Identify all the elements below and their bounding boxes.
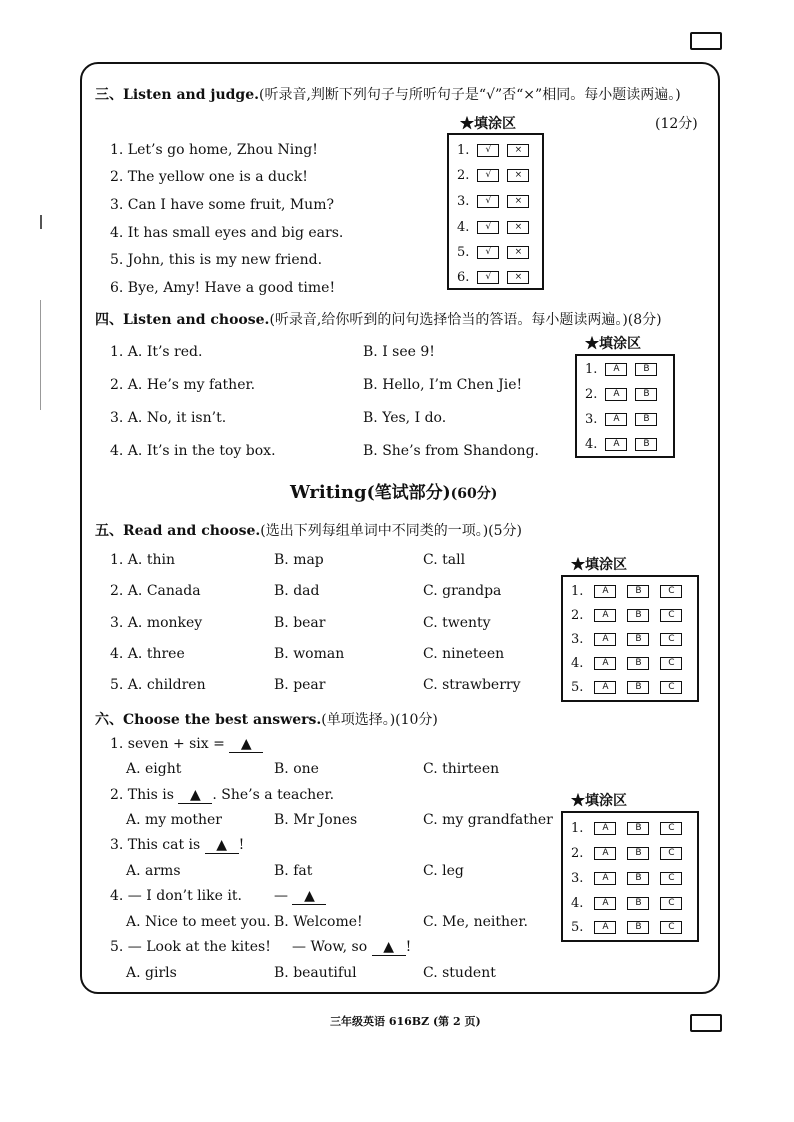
section-6-title: 六、Choose the best answers.(单项选择。)(10分) [95, 712, 438, 728]
option-bubble[interactable]: B [627, 585, 649, 598]
question: 1. Let’s go home, Zhou Ning! [110, 142, 318, 158]
section-3-title: 三、Listen and judge.(听录音,判断下列句子与所听句子是“√”否“×”相同。每小题读两遍。) [95, 87, 681, 103]
question-reply: — ▲ [274, 888, 326, 905]
question: 2. This is ▲ . She’s a teacher. [110, 787, 335, 803]
option-bubble[interactable]: B [627, 921, 649, 934]
answer-row: 3. A B C [571, 871, 682, 886]
option-a: 3. A. monkey [110, 615, 203, 631]
option-b: B. woman [274, 646, 345, 662]
answer-row: 2. A B [585, 387, 657, 402]
option-b: B. I see 9! [363, 344, 435, 360]
answer-row: 2. √ × [457, 168, 529, 183]
option-bubble[interactable]: B [627, 657, 649, 670]
option-bubble[interactable]: × [507, 246, 529, 259]
option-c: C. nineteen [423, 646, 505, 662]
option-c: C. grandpa [423, 583, 502, 599]
option-bubble[interactable]: × [507, 169, 529, 182]
answer-row: 1. A B C [571, 821, 682, 836]
option-bubble[interactable]: B [635, 363, 657, 376]
option-bubble[interactable]: A [594, 822, 616, 835]
option-bubble[interactable]: A [605, 413, 627, 426]
question: 5. John, this is my new friend. [110, 252, 323, 268]
option-bubble[interactable]: √ [477, 144, 499, 157]
answer-row: 5. A B C [571, 680, 682, 695]
option-bubble[interactable]: C [660, 897, 682, 910]
option-a: A. Nice to meet you. [126, 914, 271, 930]
option-a: A. eight [126, 761, 182, 777]
option-a: A. my mother [126, 812, 222, 828]
option-bubble[interactable]: C [660, 609, 682, 622]
section-5-title: 五、Read and choose.(选出下列每组单词中不同类的一项。)(5分) [95, 523, 522, 539]
option-bubble[interactable]: × [507, 271, 529, 284]
answer-row: 1. A B [585, 362, 657, 377]
answer-row: 3. √ × [457, 194, 529, 209]
option-bubble[interactable]: A [594, 897, 616, 910]
option-bubble[interactable]: A [605, 388, 627, 401]
answer-row: 3. A B [585, 412, 657, 427]
option-bubble[interactable]: √ [477, 195, 499, 208]
option-c: C. Me, neither. [423, 914, 528, 930]
option-bubble[interactable]: C [660, 822, 682, 835]
fill-area-label: ★填涂区 [571, 793, 627, 809]
option-bubble[interactable]: A [605, 438, 627, 451]
option-b: B. one [274, 761, 319, 777]
question: 2. The yellow one is a duck! [110, 169, 308, 185]
option-a: A. girls [126, 965, 177, 981]
question: 1. seven + six = ▲ [110, 736, 263, 753]
question: 3. This cat is ▲ ! [110, 837, 245, 853]
option-bubble[interactable]: √ [477, 221, 499, 234]
option-a: 4. A. three [110, 646, 185, 662]
question: 4. — I don’t like it. [110, 888, 242, 904]
option-a: 2. A. Canada [110, 583, 201, 599]
option-bubble[interactable]: B [627, 897, 649, 910]
option-bubble[interactable]: C [660, 681, 682, 694]
question: 4. It has small eyes and big ears. [110, 225, 344, 241]
option-bubble[interactable]: B [627, 872, 649, 885]
answer-blank: ▲ [229, 736, 263, 753]
option-b: B. pear [274, 677, 326, 693]
option-bubble[interactable]: A [605, 363, 627, 376]
option-bubble[interactable]: A [594, 657, 616, 670]
option-bubble[interactable]: × [507, 144, 529, 157]
option-bubble[interactable]: C [660, 585, 682, 598]
answer-row: 5. A B C [571, 920, 682, 935]
answer-row: 1. A B C [571, 584, 682, 599]
option-c: C. my grandfather [423, 812, 553, 828]
option-bubble[interactable]: C [660, 872, 682, 885]
answer-box-s3 [447, 133, 544, 290]
page-footer: 三年级英语 616BZ (第 2 页) [330, 1015, 481, 1028]
option-bubble[interactable]: B [627, 822, 649, 835]
option-bubble[interactable]: B [627, 681, 649, 694]
option-b: B. Hello, I’m Chen Jie! [363, 377, 523, 393]
option-b: B. fat [274, 863, 313, 879]
fill-area-label: ★填涂区 [571, 557, 627, 573]
question: 3. Can I have some fruit, Mum? [110, 197, 334, 213]
option-bubble[interactable]: A [594, 585, 616, 598]
option-bubble[interactable]: √ [477, 169, 499, 182]
option-a: 1. A. thin [110, 552, 175, 568]
option-bubble[interactable]: C [660, 633, 682, 646]
question-reply: — Wow, so ▲ ! [292, 939, 412, 955]
option-a: A. arms [126, 863, 181, 879]
option-c: C. thirteen [423, 761, 500, 777]
option-bubble[interactable]: × [507, 195, 529, 208]
question: 6. Bye, Amy! Have a good time! [110, 280, 336, 296]
option-bubble[interactable]: A [594, 633, 616, 646]
answer-blank: ▲ [372, 939, 406, 956]
answer-row: 2. A B C [571, 846, 682, 861]
option-bubble[interactable]: A [594, 847, 616, 860]
section-4-title: 四、Listen and choose.(听录音,给你听到的问句选择恰当的答语。每小题读两遍。)(8分) [95, 312, 662, 328]
option-c: C. strawberry [423, 677, 521, 693]
fill-area-label: ★填涂区 [585, 336, 641, 352]
option-bubble[interactable]: A [594, 872, 616, 885]
option-bubble[interactable]: C [660, 921, 682, 934]
option-b: B. Mr Jones [274, 812, 358, 828]
option-bubble[interactable]: B [627, 847, 649, 860]
option-b: B. bear [274, 615, 326, 631]
option-bubble[interactable]: × [507, 221, 529, 234]
writing-heading: Writing(笔试部分)(60分) [290, 482, 498, 503]
section-score: (12分) [655, 116, 698, 132]
option-b: B. beautiful [274, 965, 357, 981]
answer-box-s4 [575, 354, 675, 458]
answer-blank: ▲ [292, 888, 326, 905]
answer-row: 6. √ × [457, 270, 529, 285]
option-bubble[interactable]: √ [477, 271, 499, 284]
option-bubble[interactable]: B [635, 438, 657, 451]
answer-row: 2. A B C [571, 608, 682, 623]
option-b: B. dad [274, 583, 320, 599]
option-b: B. Welcome! [274, 914, 363, 930]
fill-area-label: ★填涂区 [460, 116, 516, 132]
corner-box-top [690, 32, 722, 50]
option-bubble[interactable]: A [594, 681, 616, 694]
option-bubble[interactable]: C [660, 847, 682, 860]
option-b: B. She’s from Shandong. [363, 443, 539, 459]
option-a: 3. A. No, it isn’t. [110, 410, 227, 426]
option-c: C. student [423, 965, 496, 981]
answer-row: 1. √ × [457, 143, 529, 158]
answer-blank: ▲ [178, 787, 212, 804]
margin-mark [40, 300, 41, 410]
answer-row: 3. A B C [571, 632, 682, 647]
option-bubble[interactable]: B [635, 413, 657, 426]
answer-box-s6 [561, 811, 699, 942]
option-bubble[interactable]: B [627, 609, 649, 622]
option-bubble[interactable]: B [635, 388, 657, 401]
option-a: 5. A. children [110, 677, 206, 693]
question: 5. — Look at the kites! [110, 939, 271, 955]
option-a: 4. A. It’s in the toy box. [110, 443, 276, 459]
option-c: C. twenty [423, 615, 491, 631]
option-c: C. tall [423, 552, 466, 568]
answer-row: 4. A B C [571, 656, 682, 671]
margin-mark [40, 215, 42, 229]
answer-row: 4. √ × [457, 220, 529, 235]
option-bubble[interactable]: √ [477, 246, 499, 259]
answer-row: 5. √ × [457, 245, 529, 260]
answer-blank: ▲ [205, 837, 239, 854]
option-b: B. Yes, I do. [363, 410, 447, 426]
option-bubble[interactable]: C [660, 657, 682, 670]
answer-row: 4. A B C [571, 896, 682, 911]
option-bubble[interactable]: B [627, 633, 649, 646]
option-bubble[interactable]: A [594, 921, 616, 934]
option-c: C. leg [423, 863, 464, 879]
answer-row: 4. A B [585, 437, 657, 452]
corner-box-bottom [690, 1014, 722, 1032]
option-a: 1. A. It’s red. [110, 344, 203, 360]
option-a: 2. A. He’s my father. [110, 377, 256, 393]
option-b: B. map [274, 552, 324, 568]
option-bubble[interactable]: A [594, 609, 616, 622]
answer-box-s5 [561, 575, 699, 702]
